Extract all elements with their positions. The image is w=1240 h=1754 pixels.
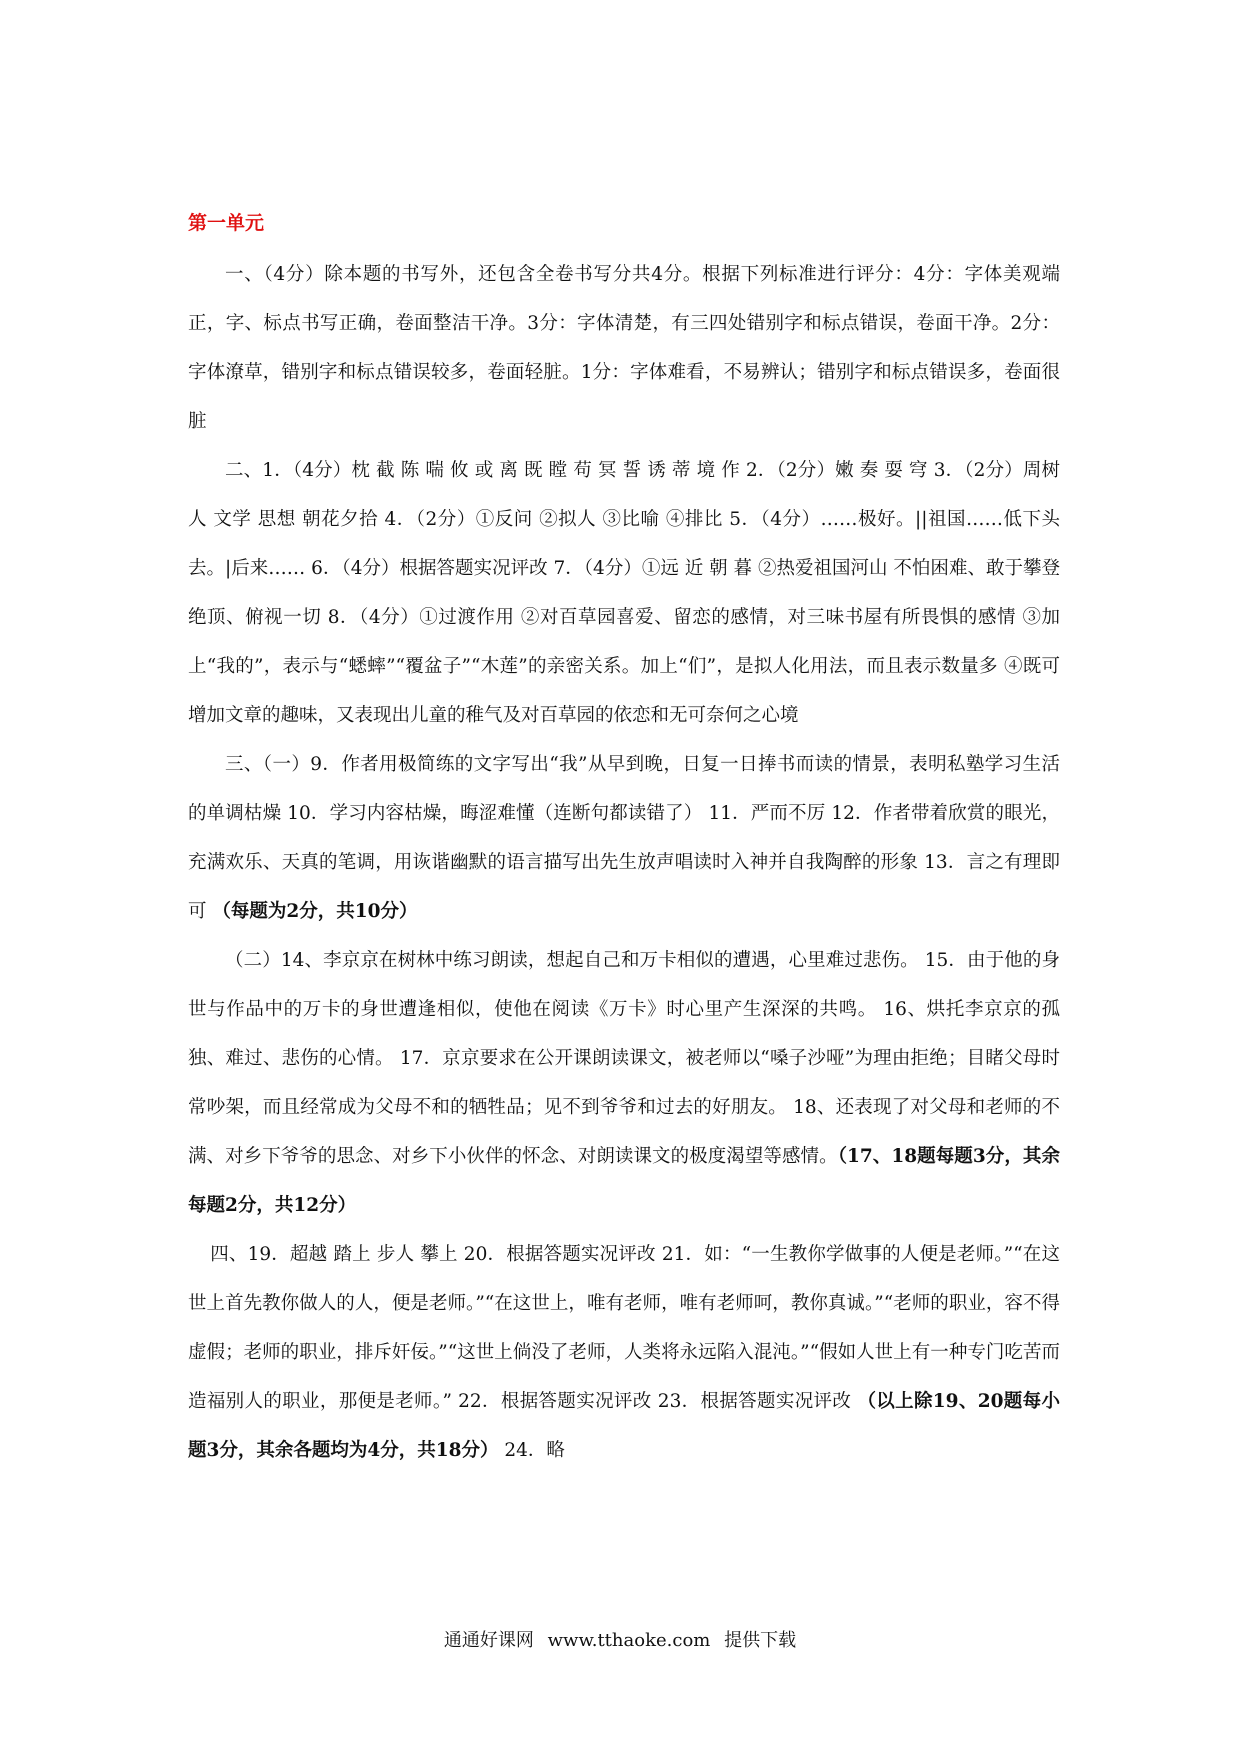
section-tail: 24．略 xyxy=(498,1440,565,1461)
answer-section-4 xyxy=(188,1230,1060,1475)
answer-section-2 xyxy=(188,446,1060,740)
footer-site-name: 通通好课网 xyxy=(443,1630,534,1651)
answer-section-3b xyxy=(188,936,1060,1230)
answer-content xyxy=(188,250,1060,1475)
score-note: （每题为2分，共10分） xyxy=(212,901,418,922)
answer-section-3a xyxy=(188,740,1060,936)
section-text: （二）14、李京京在树林中练习朗读，想起自己和万卡相似的遭遇，心里难过悲伤。 15．由于他的身世与作品中的万卡的身世遭逢相似，使他在阅读《万卡》时心里产生深深的共鸣。 16、烘托李京京的孤独、难过、悲伤的心情。 17．京京要求在公开课朗读课文，被老师以“嗓子沙哑”为理由拒绝；目睹父母时常吵架，而且经常成为父母不和的牺牲品；见不到爷爷和过去的好朋友。 18、还表现了对父母和老师的不满、对乡下爷爷的思念、对乡下小伙伴的怀念、对朗读课文的极度渴望等感情。 xyxy=(188,950,1060,1167)
footer-url[interactable]: www.tthaoke.com xyxy=(547,1630,711,1651)
footer-suffix: 提供下载 xyxy=(724,1630,797,1651)
score-note: （17、18题每题3分，其余每题2分，共12分） xyxy=(188,1146,1060,1216)
section-text: 四、19．超越 踏上 步人 攀上 20．根据答题实况评改 21．如：“一生教你学做事的人便是老师。”“在这世上首先教你做人的人，便是老师。”“在这世上，唯有老师，唯有老师呵，教你真诚。”“老师的职业，容不得虚假；老师的职业，排斥奸佞。”“这世上倘没了老师，人类将永远陷入混沌。”“假如人世上有一种专门吃苦而造福别人的职业，那便是老师。” 22．根据答题实况评改 23．根据答题实况评改 xyxy=(188,1244,1060,1412)
page-footer xyxy=(0,1626,1240,1652)
score-note: （以上除19、20题每小题3分，其余各题均为4分，共18分） xyxy=(188,1391,1060,1461)
section-text: 一、（4分）除本题的书写外，还包含全卷书写分共4分。根据下列标准进行评分：4分：字体美观端正，字、标点书写正确，卷面整洁干净。3分：字体清楚，有三四处错别字和标点错误，卷面干净。2分：字体潦草，错别字和标点错误较多，卷面轻脏。1分：字体难看，不易辨认；错别字和标点错误多，卷面很脏 xyxy=(188,264,1060,432)
section-text: 三、（一）9．作者用极简练的文字写出“我”从早到晚，日复一日捧书而读的情景，表明私塾学习生活的单调枯燥 10．学习内容枯燥，晦涩难懂（连断句都读错了） 11．严而不厉 12．作者带着欣赏的眼光，充满欢乐、天真的笔调，用诙谐幽默的语言描写出先生放声唱读时入神并自我陶醉的形象 13．言之有理即可 xyxy=(188,754,1060,922)
unit-title: 第一单元 xyxy=(188,212,265,234)
section-text: 二、1．（4分）枕 截 陈 喘 攸 或 离 既 瞠 苟 冥 誓 诱 蒂 境 作 2．（2分）嫩 奏 耍 穹 3．（2分）周树人 文学 思想 朝花夕拾 4．（2分）①反问 ②拟人 ③比喻 ④排比 5．（4分）……极好。||祖国……低下头去。|后来…… 6．（4分）根据答题实况评改 7．（4分）①远 近 朝 暮 ②热爱祖国河山 不怕困难、敢于攀登绝顶、俯视一切 8．（4分）①过渡作用 ②对百草园喜爱、留恋的感情，对三味书屋有所畏惧的感情 ③加上“我的”，表示与“蟋蟀”“覆盆子”“木莲”的亲密关系。加上“们”，是拟人化用法，而且表示数量多 ④既可增加文章的趣味，又表现出儿童的稚气及对百草园的依恋和无可奈何之心境 xyxy=(188,460,1060,726)
answer-section-1 xyxy=(188,250,1060,446)
